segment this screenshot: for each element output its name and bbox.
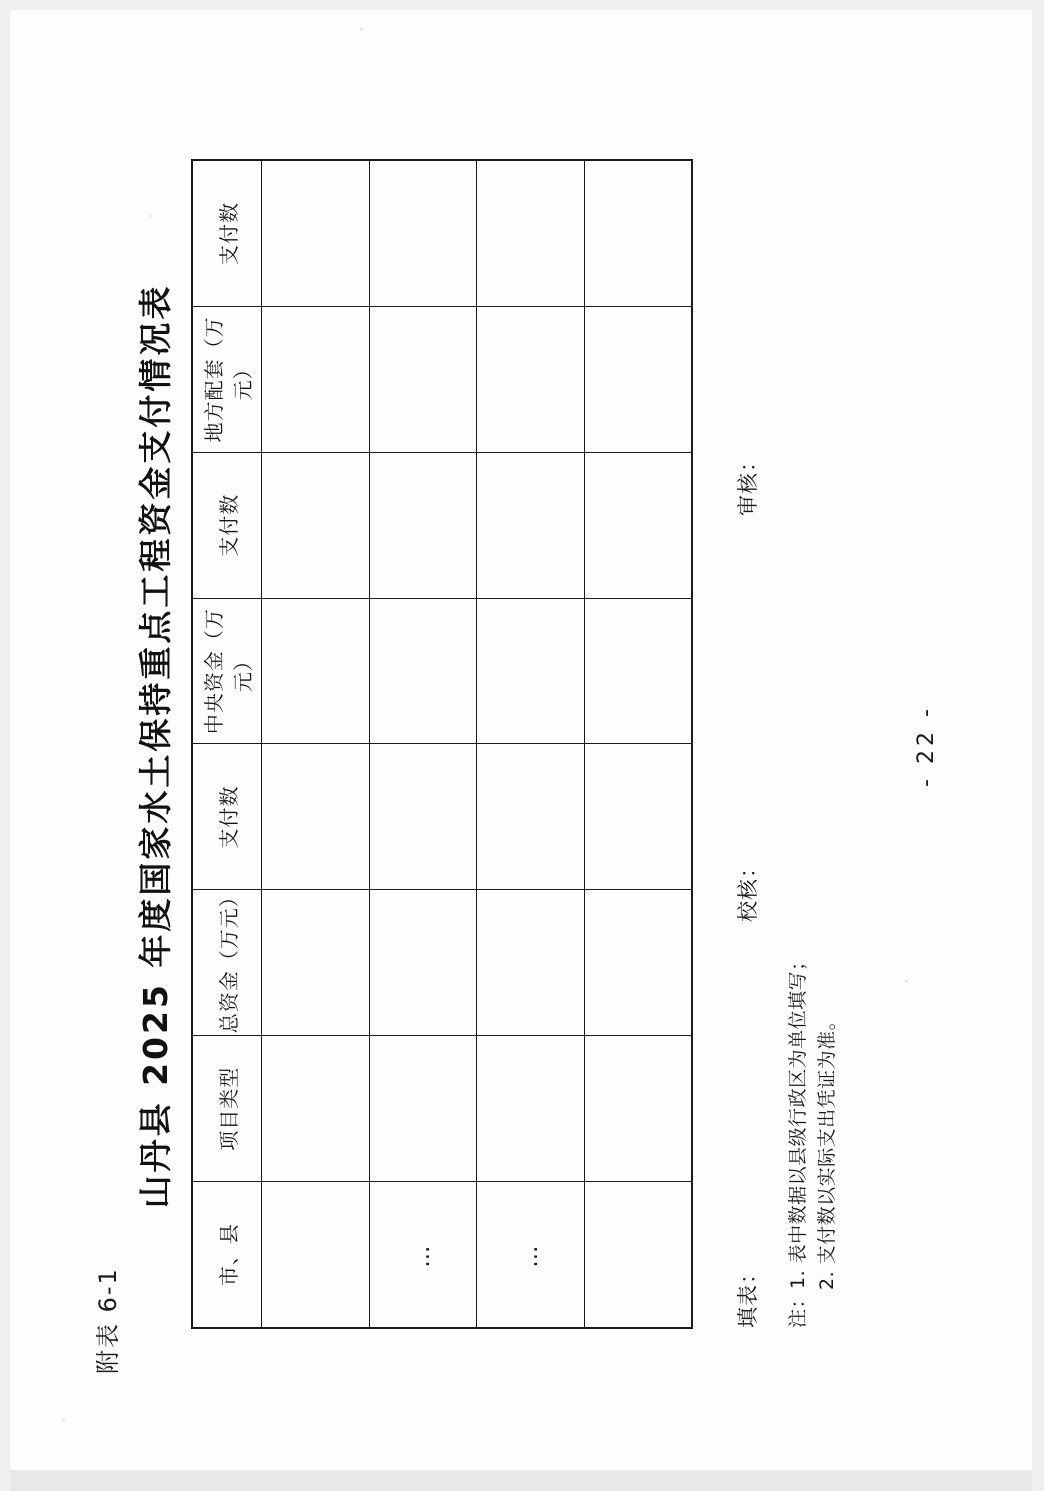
page-number: - 22 -	[914, 704, 939, 787]
cell-local-paid	[262, 160, 370, 306]
column-header-total-funds: 总资金（万元）	[193, 889, 262, 1035]
document-content	[42, 56, 1002, 1436]
cell-central-paid	[584, 452, 692, 598]
signature-filler: 填表：	[736, 1261, 760, 1328]
cell-central-funds	[584, 598, 692, 744]
cell-project-type	[477, 1035, 585, 1181]
cell-total-paid	[584, 744, 692, 890]
cell-central-paid	[369, 452, 477, 598]
fund-payment-table	[192, 160, 692, 1328]
cell-total-paid	[369, 744, 477, 890]
scan-speck	[360, 28, 363, 31]
note-lead-line	[784, 428, 813, 1328]
cell-project-type	[369, 1035, 477, 1181]
cell-local-matching	[369, 306, 477, 452]
table-row	[477, 160, 585, 1327]
column-header-city-county: 市、县	[193, 1181, 262, 1327]
notes-block	[784, 428, 843, 1328]
table-header-row	[193, 160, 262, 1327]
page-title: 山丹县 2025 年度国家水土保持重点工程资金支付情况表	[136, 283, 175, 1208]
note-item-1: 1. 表中数据以县级行政区为单位填写；	[787, 950, 809, 1289]
cell-total-funds	[584, 889, 692, 1035]
note-item-2-line	[813, 428, 842, 1328]
note-item-2: 2. 支付数以实际支出凭证为准。	[816, 1010, 839, 1290]
cell-project-type	[262, 1035, 370, 1181]
note-lead: 注：	[787, 1288, 809, 1328]
column-header-project-type: 项目类型	[193, 1035, 262, 1181]
page-edge-top	[0, 0, 1044, 10]
cell-central-paid	[477, 452, 585, 598]
cell-central-funds	[477, 598, 585, 744]
signature-auditor: 审核：	[736, 449, 760, 516]
cell-local-paid	[584, 160, 692, 306]
column-header-local-paid: 支付数	[193, 160, 262, 306]
cell-central-funds	[262, 598, 370, 744]
column-header-central-paid: 支付数	[193, 452, 262, 598]
attachment-label: 附表 6-1	[94, 1266, 122, 1374]
signature-row	[732, 160, 766, 1328]
cell-local-paid	[477, 160, 585, 306]
column-header-local-matching: 地方配套（万元）	[193, 306, 262, 452]
cell-local-matching	[584, 306, 692, 452]
signature-checker: 校核：	[736, 855, 760, 922]
column-header-total-paid: 支付数	[193, 744, 262, 890]
table-body	[262, 160, 692, 1327]
page-edge-bottom	[0, 1470, 1044, 1491]
table-header	[193, 160, 262, 1327]
page-edge-right	[1032, 0, 1044, 1491]
cell-local-paid	[369, 160, 477, 306]
cell-total-funds	[477, 889, 585, 1035]
table-row	[369, 160, 477, 1327]
cell-total-paid	[262, 744, 370, 890]
cell-total-funds	[369, 889, 477, 1035]
cell-central-funds	[369, 598, 477, 744]
table-row	[262, 160, 370, 1327]
cell-local-matching	[262, 306, 370, 452]
cell-central-paid	[262, 452, 370, 598]
cell-city-county	[262, 1181, 370, 1327]
cell-local-matching	[477, 306, 585, 452]
cell-city-county	[584, 1181, 692, 1327]
table-row	[584, 160, 692, 1327]
cell-total-paid	[477, 744, 585, 890]
page-edge-left	[0, 0, 10, 1491]
fund-payment-table-wrapper	[192, 160, 692, 1328]
cell-project-type	[584, 1035, 692, 1181]
cell-city-county: …	[369, 1181, 477, 1327]
cell-total-funds	[262, 889, 370, 1035]
column-header-central-funds: 中央资金（万元）	[193, 598, 262, 744]
cell-city-county: …	[477, 1181, 585, 1327]
